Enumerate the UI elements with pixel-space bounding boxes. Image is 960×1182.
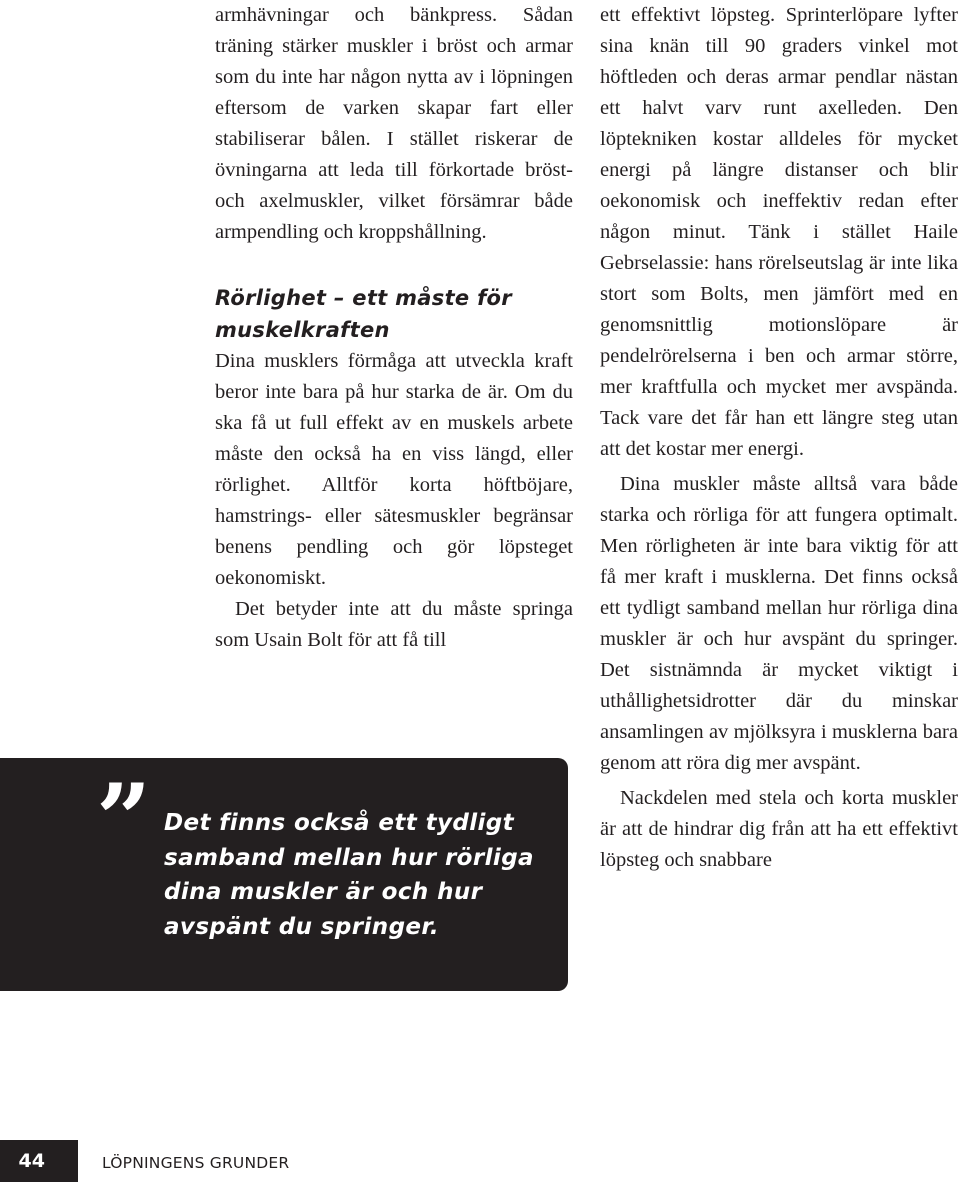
body-paragraph: Dina muskler måste alltså vara både starka och rörliga för att fungera optimalt. Men rörligheten är inte bara viktig för att få mer kraft i musklerna. Det finns också ett tydligt samband mellan hur rörliga dina muskler är och hur avspänt du springer. Det sistnämnda är mycket viktigt i uthållighetsidrotter där du minskar ansamlingen av mjölksyra i musklerna bara genom att röra dig mer avspänt. — [600, 473, 958, 774]
body-paragraph: Nackdelen med stela och korta muskler är att de hindrar dig från att ha ett effektivt löpsteg och snabbare — [600, 787, 958, 871]
pull-quote-text: Det finns också ett tydligt samband mellan hur rörliga dina muskler är och hur avspänt du springer. — [164, 810, 534, 940]
right-text-column — [600, 0, 958, 876]
quotation-mark-icon: ” — [96, 763, 152, 876]
body-paragraph: Dina musklers förmåga att utveckla kraft beror inte bara på hur starka de är. Om du ska få ut full effekt av en muskels arbete måste den också ha en viss längd, eller rörlighet. Alltför korta höftböjare, hamstrings- eller sätesmuskler begränsar benens pendling och gör löpsteget oekonomiskt. — [215, 350, 573, 589]
section-subheading: Rörlighet – ett måste för muskelkraften — [215, 286, 512, 342]
body-paragraph: ett effektivt löpsteg. Sprinterlöpare lyfter sina knän till 90 graders vinkel mot höftleden och deras armar pendlar nästan ett halvt varv runt axelleden. Den löptekniken kostar alldeles för mycket energi på längre distanser och blir oekonomisk och ineffektiv redan efter någon minut. Tänk i stället Haile Gebrselassie: hans rörelseutslag är inte lika stort som Bolts, men jämfört med en genomsnittlig motionslöpare är pendelrörelserna i ben och armar större, mer kraftfulla och mycket mer avspända. Tack vare det får han ett längre steg utan att det kostar mer energi. — [600, 4, 958, 460]
left-text-column — [215, 0, 573, 656]
running-head: LÖPNINGENS GRUNDER — [102, 1154, 290, 1172]
page-number: 44 — [0, 1140, 78, 1182]
body-paragraph: armhävningar och bänkpress. Sådan träning stärker muskler i bröst och armar som du inte har någon nytta av i löpningen eftersom de varken skapar fart eller stabiliserar bålen. I stället riskerar de övningarna att leda till förkortade bröst- och axelmuskler, vilket försämrar både armpendling och kroppshållning. — [215, 4, 573, 243]
body-paragraph: Det betyder inte att du måste springa som Usain Bolt för att få till — [215, 598, 573, 651]
